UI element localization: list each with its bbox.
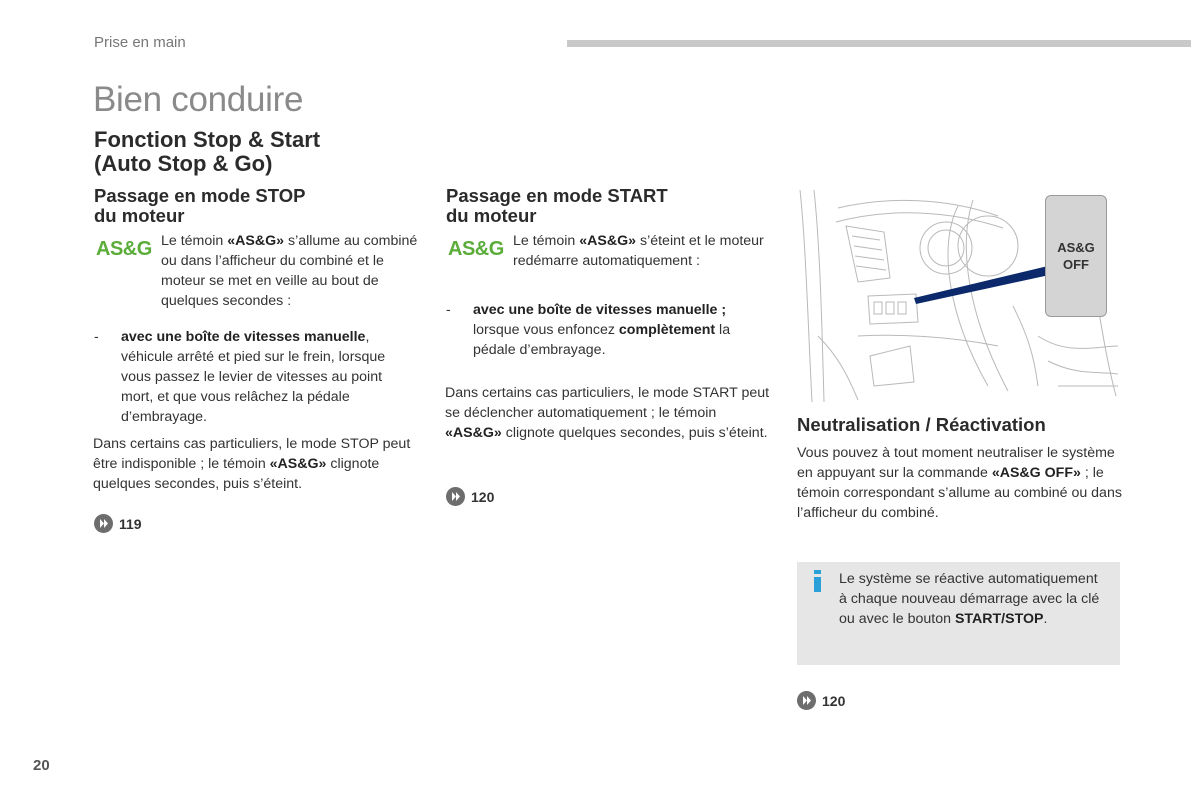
- page-ref-number: 120: [822, 692, 846, 709]
- start-mode-heading: [446, 186, 668, 226]
- page-reference-icon: [797, 691, 816, 710]
- page-ref-number: 119: [119, 515, 142, 532]
- main-heading-line2: (Auto Stop & Go): [94, 151, 273, 176]
- page-number: 20: [33, 757, 50, 774]
- stop-bullet-text: avec une boîte de vitesses manuelle, véhicule arrêté et pied sur le frein, lorsque vous passez le levier de vitesses au point mort, et que vous relâchez la pédale d’embrayage.: [121, 329, 386, 425]
- start-note-text: Dans certains cas particuliers, le mode START peut se déclencher automatiquement ; le témoin «AS&G» clignote quelques secondes, puis s’éteint.: [445, 385, 770, 441]
- asg-off-button-line2: OFF: [1063, 257, 1089, 272]
- asg-indicator-icon: AS&G: [448, 238, 504, 260]
- main-heading: [94, 128, 414, 176]
- start-bullet-text: avec une boîte de vitesses manuelle ; lorsque vous enfoncez complètement la pédale d’embrayage.: [473, 302, 731, 358]
- main-heading-line1: Fonction Stop & Start: [94, 127, 321, 152]
- stop-mode-heading-line2: du moteur: [94, 205, 185, 226]
- page-reference-icon: [446, 487, 465, 506]
- start-intro-text: Le témoin «AS&G» s’éteint et le moteur redémarre automatiquement :: [513, 233, 764, 269]
- start-mode-heading-line2: du moteur: [446, 205, 537, 226]
- stop-intro-text: Le témoin «AS&G» s’allume au combiné ou dans l’afficheur du combiné et le moteur se met en veille au bout de quelques secondes :: [161, 233, 418, 309]
- neutralisation-text: Vous pouvez à tout moment neutraliser le système en appuyant sur la commande «AS&G OFF» ; le témoin correspondant s’allume au combiné ou dans l’afficheur du combiné.: [797, 445, 1122, 521]
- page-ref-link[interactable]: [94, 514, 142, 533]
- asg-indicator-icon: AS&G: [96, 238, 152, 260]
- info-text: Le système se réactive automatiquement à chaque nouveau démarrage avec la clé ou avec le bouton START/STOP.: [839, 571, 1100, 627]
- start-mode-heading-line1: Passage en mode START: [446, 185, 668, 206]
- bullet-dash: -: [446, 301, 451, 317]
- asg-off-button-line1: AS&G: [1057, 240, 1095, 255]
- stop-note-text: Dans certains cas particuliers, le mode STOP peut être indisponible ; le témoin «AS&G» clignote quelques secondes, puis s’éteint.: [93, 436, 411, 492]
- info-icon: [814, 570, 821, 592]
- page-reference-icon: [94, 514, 113, 533]
- neutralisation-heading: Neutralisation / Réactivation: [797, 414, 1046, 435]
- bullet-dash: -: [94, 328, 99, 344]
- section-label: Prise en main: [94, 34, 186, 51]
- asg-off-button[interactable]: [1045, 195, 1107, 317]
- stop-mode-heading-line1: Passage en mode STOP: [94, 185, 306, 206]
- header-bar: [567, 40, 1191, 47]
- page-title: Bien conduire: [93, 80, 304, 119]
- page-ref-link[interactable]: [446, 487, 494, 506]
- page-ref-link[interactable]: [797, 691, 845, 710]
- page-ref-number: 120: [471, 488, 495, 505]
- stop-mode-heading: [94, 186, 305, 226]
